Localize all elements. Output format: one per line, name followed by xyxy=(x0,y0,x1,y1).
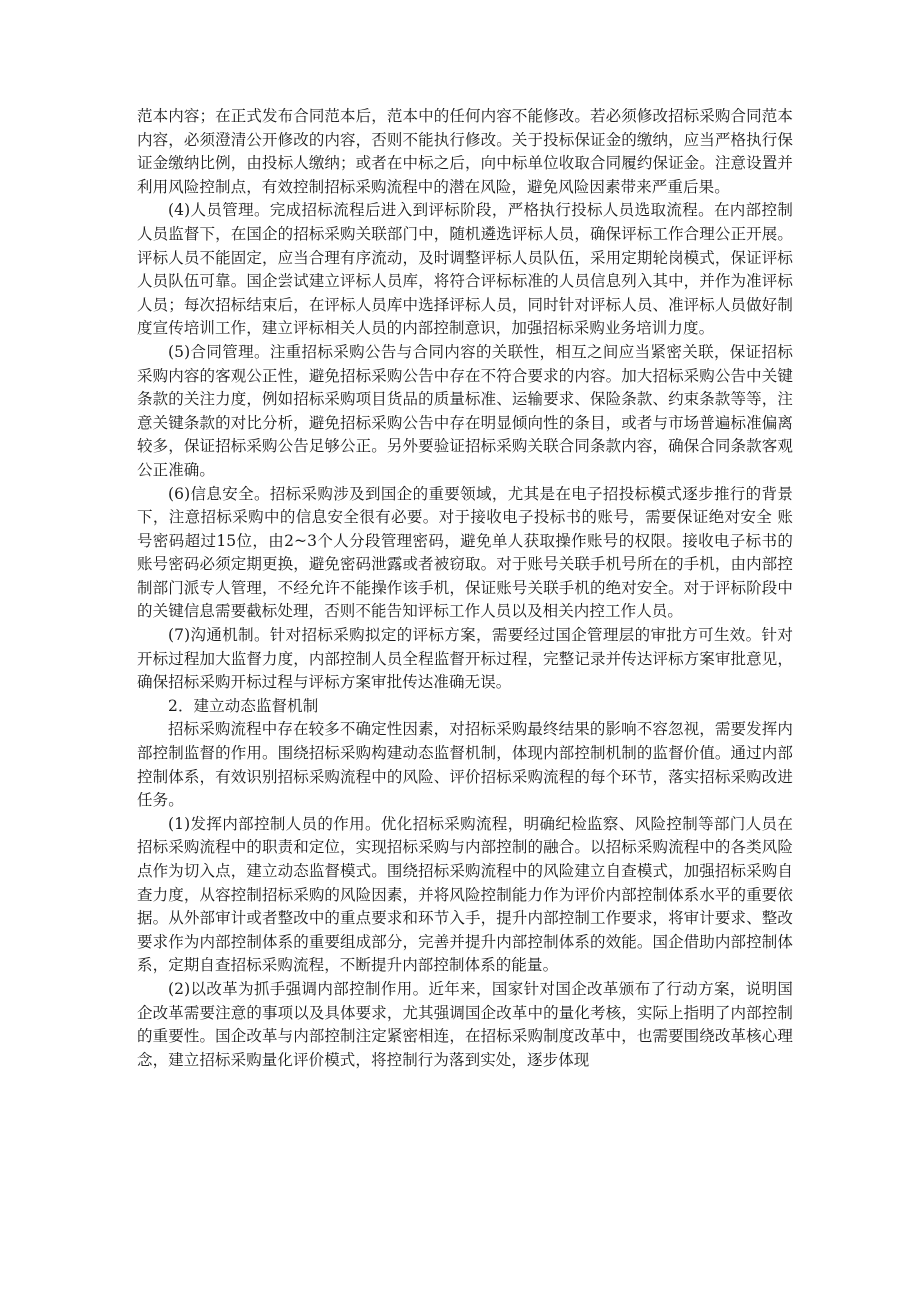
paragraph-personnel-management: (4)人员管理。完成招标流程后进入到评标阶段，严格执行投标人员选取流程。在内部控制人员监督下，在国企的招标采购关联部门中，随机遴选评标人员，确保评标工作合理公正开展。评标人员不能固定，应当合理有序流动，及时调整评标人员队伍，采用定期轮岗模式，保证评标人员队伍可靠。国企尝试建立评标人员库，将符合评标标准的人员信息列入其中，并作为准评标人员；每次招标结束后，在评标人员库中选择评标人员，同时针对评标人员、准评标人员做好制度宣传培训工作，建立评标相关人员的内部控制意识，加强招标采购业务培训力度。 xyxy=(137,201,793,338)
section-heading-dynamic-supervision: 2．建立动态监督机制 xyxy=(168,696,319,715)
paragraph-contract-management: (5)合同管理。注重招标采购公告与合同内容的关联性，相互之间应当紧密关联，保证招标采购内容的客观公正性，避免招标采购公告中存在不符合要求的内容。加大招标采购公告中关键条款的关注力度，例如招标采购项目货品的质量标准、运输要求、保险条款、约束条款等等，注意关键条款的对比分析，避免招标采购公告中存在明显倾向性的条目，或者与市场普遍标准偏离较多，保证招标采购公告足够公正。另外要验证招标采购关联合同条款内容，确保合同条款客观公正准确。 xyxy=(137,342,793,479)
paragraph-communication-mechanism: (7)沟通机制。针对招标采购拟定的评标方案，需要经过国企管理层的审批方可生效。针对开标过程加大监督力度，内部控制人员全程监督开标过程，完整记录并传达评标方案审批意见，确保招标采购开标过程与评标方案审批传达准确无误。 xyxy=(137,626,793,692)
paragraph-internal-control-staff: (1)发挥内部控制人员的作用。优化招标采购流程，明确纪检监察、风险控制等部门人员在招标采购流程中的职责和定位，实现招标采购与内部控制的融合。以招标采购流程中的各类风险点作为切入点，建立动态监督模式。围绕招标采购流程中的风险建立自查模式，加强招标采购自查力度，从容控制招标采购的风险因素，并将风险控制能力作为评价内部控制体系水平的重要依据。从外部审计或者整改中的重点要求和环节入手，提升内部控制工作要求，将审计要求、整改要求作为内部控制体系的重要组成部分，完善并提升内部控制体系的效能。国企借助内部控制体系，定期自查招标采购流程，不断提升内部控制体系的能量。 xyxy=(137,814,793,975)
paragraph-contract-template: 范本内容；在正式发布合同范本后，范本中的任何内容不能修改。若必须修改招标采购合同范本内容，必须澄清公开修改的内容，否则不能执行修改。关于投标保证金的缴纳，应当严格执行保证金缴纳比例，由投标人缴纳；或者在中标之后，向中标单位收取合同履约保证金。注意设置并利用风险控制点，有效控制招标采购流程中的潜在风险，避免风险因素带来严重后果。 xyxy=(137,107,793,196)
document-body xyxy=(137,105,793,1072)
paragraph-supervision-intro: 招标采购流程中存在较多不确定性因素，对招标采购最终结果的影响不容忽视，需要发挥内部控制监督的作用。围绕招标采购构建动态监督机制，体现内部控制机制的监督价值。通过内部控制体系，有效识别招标采购流程中的风险、评价招标采购流程的每个环节，落实招标采购改进任务。 xyxy=(137,720,793,810)
paragraph-information-security: (6)信息安全。招标采购涉及到国企的重要领域，尤其是在电子招投标模式逐步推行的背景下，注意招标采购中的信息安全很有必要。对于接收电子投标书的账号，需要保证绝对安全 账号密码超过15位，由2~3个人分段管理密码，避免单人获取操作账号的权限。接收电子标书的账号密码必须定期更换，避免密码泄露或者被窃取。对于账号关联手机号所在的手机，由内部控制部门派专人管理，不经允许不能操作该手机，保证账号关联手机的绝对安全。对于评标阶段中的关键信息需要截标处理，否则不能告知评标工作人员以及相关内控工作人员。 xyxy=(137,484,793,621)
paragraph-reform-internal-control: (2)以改革为抓手强调内部控制作用。近年来，国家针对国企改革颁布了行动方案，说明国企改革需要注意的事项以及具体要求，尤其强调国企改革中的量化考核，实际上指明了内部控制的重要性。国企改革与内部控制注定紧密相连，在招标采购制度改革中，也需要围绕改革核心理念，建立招标采购量化评价模式，将控制行为落到实处，逐步体现 xyxy=(137,979,793,1069)
